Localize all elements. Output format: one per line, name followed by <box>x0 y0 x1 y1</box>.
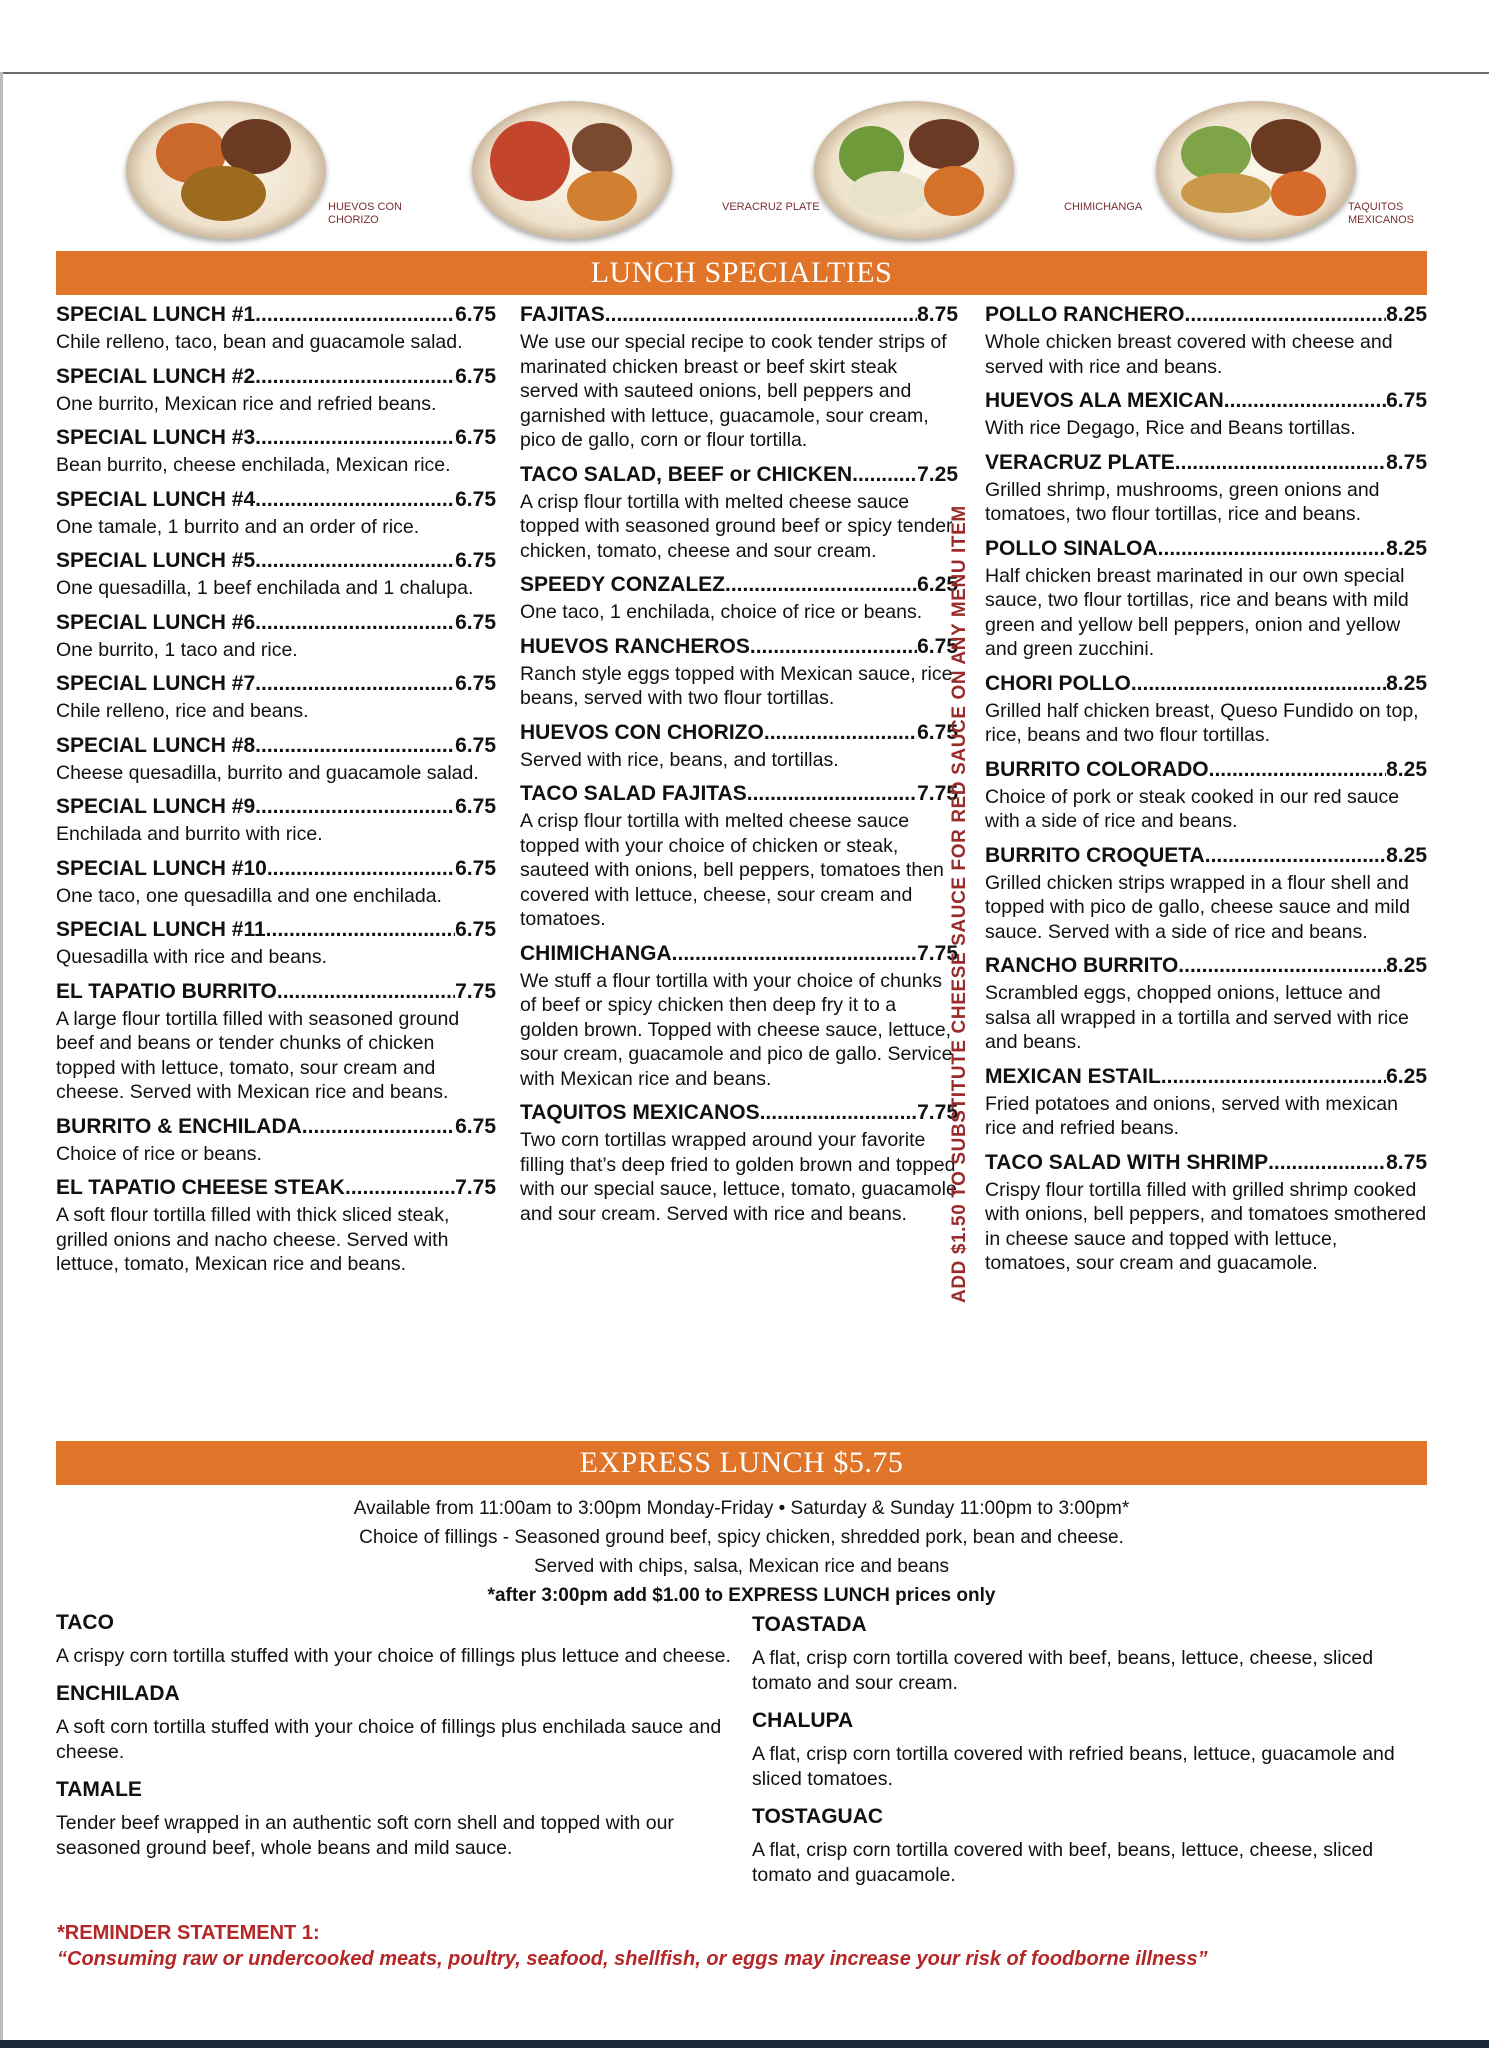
menu-item-price: 7.75 <box>455 1176 496 1199</box>
menu-item-price: 6.75 <box>455 610 496 634</box>
menu-item-title <box>56 610 496 635</box>
menu-item-title <box>56 487 496 512</box>
menu-item-description: Enchilada and burrito with rice. <box>56 823 323 845</box>
dot-leader <box>267 856 455 881</box>
menu-item-description: One burrito, 1 taco and rice. <box>56 638 298 661</box>
menu-item-name: SPECIAL LUNCH #10 <box>56 856 267 880</box>
menu-item-title <box>56 425 496 450</box>
menu-column-1 <box>56 302 496 1286</box>
menu-item-name: SPECIAL LUNCH #3 <box>56 426 256 449</box>
menu-item-title <box>56 1175 496 1200</box>
menu-item-description: Choice of pork or steak cooked in our red sauce with a side of rice and beans. <box>985 785 1400 832</box>
menu-item-description: Whole chicken breast covered with cheese and served with rice and beans. <box>985 331 1393 378</box>
express-item-name: TACO <box>56 1611 114 1634</box>
menu-item-title <box>985 1064 1427 1089</box>
lunch-specialties-banner: LUNCH SPECIALTIES <box>56 251 1427 295</box>
menu-item-name: MEXICAN ESTAIL <box>985 1064 1161 1088</box>
menu-item-title <box>985 302 1427 327</box>
express-item-description: A soft corn tortilla stuffed with your choice of fillings plus enchilada sauce and cheese. <box>56 1716 722 1763</box>
scan-bottom-edge <box>0 2040 1489 2048</box>
photo-caption: VERACRUZ PLATE <box>722 201 820 213</box>
menu-item-description: A crisp flour tortilla with melted cheese sauce topped with your choice of chicken or steak, sauteed with onions, bell peppers, tomatoes then covered with lettuce, cheese, sour cream and tomatoes. <box>520 810 944 930</box>
scan-left-edge <box>0 72 3 2048</box>
menu-item-title <box>520 941 958 966</box>
menu-item-name: POLLO RANCHERO <box>985 303 1185 326</box>
menu-item-description: With rice Degago, Rice and Beans tortillas. <box>985 417 1356 439</box>
plate-image <box>472 101 672 239</box>
menu-item-description: A large flour tortilla filled with seasoned ground beef and beans or tender chunks of chicken topped with lettuce, tomato, sour cream and cheese. Served with Mexican rice and beans. <box>56 1007 460 1103</box>
dot-leader <box>1209 757 1387 782</box>
express-item-name: CHALUPA <box>752 1709 854 1732</box>
menu-item-title <box>520 1100 958 1125</box>
express-item-name: ENCHILADA <box>56 1682 180 1705</box>
express-item-name: TOASTADA <box>752 1613 867 1636</box>
dot-leader <box>255 548 455 573</box>
menu-item-description: Grilled half chicken breast, Queso Fundido on top, rice, beans and two flour tortillas. <box>985 699 1419 746</box>
menu-item-description: Half chicken breast marinated in our own special sauce, two flour tortillas, rice and beans with mild green and yellow bell peppers, onion and yellow and green zucchini. <box>985 564 1409 660</box>
menu-item-name: SPECIAL LUNCH #6 <box>56 610 256 634</box>
dot-leader <box>605 302 917 327</box>
menu-item-name: BURRITO CROQUETA <box>985 843 1205 867</box>
menu-item-title <box>56 548 496 573</box>
reminder-statement <box>57 1920 1437 1972</box>
dot-leader <box>764 720 917 745</box>
dot-leader <box>255 364 455 389</box>
menu-item-title <box>985 757 1427 782</box>
menu-item-price: 6.75 <box>455 549 496 572</box>
menu-item-name: SPECIAL LUNCH #5 <box>56 549 256 572</box>
menu-item-description: A crisp flour tortilla with melted cheese sauce topped with seasoned ground beef or spicy tender chicken, tomato, cheese and sour cream. <box>520 490 953 562</box>
dot-leader <box>725 572 917 597</box>
menu-item-price: 8.25 <box>1386 843 1427 867</box>
menu-item-price: 6.75 <box>455 426 496 449</box>
menu-item-title <box>56 302 496 327</box>
menu-item-title <box>985 671 1427 696</box>
dot-leader <box>1185 302 1387 327</box>
menu-item-price: 6.75 <box>917 720 958 744</box>
menu-item-description: One tamale, 1 burrito and an order of rice. <box>56 515 420 538</box>
photo-row <box>56 95 1426 245</box>
dot-leader <box>1131 671 1386 696</box>
express-served-with: Served with chips, salsa, Mexican rice and beans <box>533 1556 950 1577</box>
dot-leader <box>760 1100 918 1125</box>
menu-item-description: Cheese quesadilla, burrito and guacamole salad. <box>56 761 479 784</box>
menu-item-title <box>985 388 1427 413</box>
menu-item-title <box>520 781 958 806</box>
menu-item-description: One taco, one quesadilla and one enchilada. <box>56 884 442 907</box>
menu-item-price: 7.75 <box>917 782 958 805</box>
menu-item-name: HUEVOS ALA MEXICAN <box>985 389 1224 412</box>
menu-item-description: Served with rice, beans, and tortillas. <box>520 748 839 771</box>
menu-item-name: SPECIAL LUNCH #9 <box>56 795 256 818</box>
menu-item-name: EL TAPATIO BURRITO <box>56 979 277 1003</box>
express-item-name: TAMALE <box>56 1778 142 1801</box>
menu-item-price: 6.75 <box>455 856 496 880</box>
menu-item-description: One burrito, Mexican rice and refried beans. <box>56 392 437 415</box>
express-fillings: Choice of fillings - Seasoned ground beef, spicy chicken, shredded pork, bean and cheese. <box>359 1527 1124 1548</box>
menu-item-price: 6.25 <box>917 573 958 596</box>
menu-item-title <box>520 720 958 745</box>
menu-item-title <box>56 979 496 1004</box>
menu-item-name: HUEVOS RANCHEROS <box>520 634 750 658</box>
menu-item-price: 8.25 <box>1386 303 1427 326</box>
express-hours: Available from 11:00am to 3:00pm Monday-Friday • Saturday & Sunday 11:00pm to 3:00pm* <box>353 1498 1130 1519</box>
menu-item-price: 6.75 <box>455 672 496 695</box>
dot-leader <box>255 794 455 819</box>
dot-leader <box>345 1175 455 1200</box>
menu-item-description: Scrambled eggs, chopped onions, lettuce and salsa all wrapped in a tortilla and served with rice and beans. <box>985 982 1409 1053</box>
menu-item-price: 7.75 <box>917 1101 958 1124</box>
menu-item-price: 6.75 <box>455 795 496 818</box>
reminder-label: *REMINDER STATEMENT 1: <box>57 1922 320 1944</box>
dot-leader <box>266 917 455 942</box>
photo-caption: TAQUITOS MEXICANOS <box>1348 201 1415 226</box>
menu-item-description: We use our special recipe to cook tender strips of marinated chicken breast or beef skirt steak served with sauteed onions, bell peppers and garnished with lettuce, guacamole, sour cream, pico de gallo, corn or flour tortilla. <box>520 331 947 451</box>
menu-item-name: TACO SALAD WITH SHRIMP <box>985 1150 1269 1174</box>
menu-item-price: 7.75 <box>455 979 496 1003</box>
express-column-right <box>752 1612 1412 1900</box>
menu-item-price: 8.25 <box>1386 671 1427 695</box>
menu-item-description: Grilled chicken strips wrapped in a flour shell and topped with pico de gallo, cheese sauce and mild sauce. Served with a side of rice and beans. <box>985 871 1410 943</box>
dot-leader <box>747 781 917 806</box>
express-info <box>56 1494 1427 1610</box>
menu-column-3 <box>985 302 1427 1285</box>
menu-item-price: 6.75 <box>455 1114 496 1138</box>
menu-item-price: 7.25 <box>917 462 958 486</box>
dot-leader <box>1178 953 1386 978</box>
menu-column-2 <box>520 302 958 1235</box>
menu-item-name: HUEVOS CON CHORIZO <box>520 720 764 744</box>
menu-item-price: 8.75 <box>917 303 958 326</box>
menu-item-name: SPEEDY CONZALEZ <box>520 573 725 596</box>
express-after-note: *after 3:00pm add $1.00 to EXPRESS LUNCH prices only <box>487 1585 996 1606</box>
menu-item-title <box>985 450 1427 475</box>
menu-item-name: SPECIAL LUNCH #2 <box>56 364 256 388</box>
menu-item-description: Bean burrito, cheese enchilada, Mexican rice. <box>56 454 451 476</box>
menu-item-title <box>985 536 1427 561</box>
menu-item-price: 7.75 <box>917 941 958 965</box>
plate-image <box>814 101 1014 239</box>
menu-item-name: TAQUITOS MEXICANOS <box>520 1101 760 1124</box>
reminder-text: “Consuming raw or undercooked meats, poultry, seafood, shellfish, or eggs may increase your risk of foodborne illness” <box>57 1948 1208 1970</box>
menu-item-description: A soft flour tortilla filled with thick sliced steak, grilled onions and nacho cheese. Served with lettuce, tomato, Mexican rice and beans. <box>56 1204 450 1275</box>
menu-item-price: 6.25 <box>1386 1064 1427 1088</box>
menu-item-price: 6.75 <box>455 487 496 511</box>
dot-leader <box>255 425 455 450</box>
dot-leader <box>255 610 455 635</box>
menu-item-title <box>985 843 1427 868</box>
plate-image <box>1156 101 1356 239</box>
express-column-left <box>56 1610 746 1873</box>
menu-item-price: 6.75 <box>455 733 496 757</box>
express-item-description: A crispy corn tortilla stuffed with your choice of fillings plus lettuce and cheese. <box>56 1645 731 1667</box>
menu-item-name: SPECIAL LUNCH #1 <box>56 303 256 326</box>
menu-item-title <box>56 1114 496 1139</box>
dot-leader <box>255 487 455 512</box>
menu-item-title <box>56 856 496 881</box>
menu-item-name: SPECIAL LUNCH #11 <box>56 918 266 941</box>
menu-item-price: 6.75 <box>455 364 496 388</box>
menu-item-price: 8.75 <box>1386 450 1427 474</box>
express-item-description: A flat, crisp corn tortilla covered with beef, beans, lettuce, cheese, sliced tomato and sour cream. <box>752 1647 1374 1694</box>
photo-taquitos-mexicanos <box>1156 95 1415 245</box>
dot-leader <box>1161 1064 1386 1089</box>
menu-item-description: Chile relleno, rice and beans. <box>56 700 309 722</box>
photo-caption: CHIMICHANGA <box>1064 201 1143 213</box>
dot-leader <box>255 302 455 327</box>
menu-item-name: SPECIAL LUNCH #8 <box>56 733 256 757</box>
menu-item-title <box>56 671 496 696</box>
menu-item-price: 6.75 <box>1386 389 1427 412</box>
menu-item-price: 6.75 <box>455 303 496 326</box>
photo-veracruz-plate <box>472 95 820 245</box>
dot-leader <box>852 462 917 487</box>
express-item-description: Tender beef wrapped in an authentic soft corn shell and topped with our seasoned ground beef, whole beans and mild sauce. <box>56 1812 674 1859</box>
menu-item-description: We stuff a flour tortilla with your choice of chunks of beef or spicy chicken then deep fry it to a golden brown. Topped with cheese sauce, lettuce, sour cream, guacamole and pico de gallo. Service with Mexican rice and beans. <box>520 969 953 1090</box>
dot-leader <box>255 733 455 758</box>
menu-item-description: Chile relleno, taco, bean and guacamole salad. <box>56 331 463 353</box>
menu-item-name: RANCHO BURRITO <box>985 954 1179 977</box>
plate-image <box>126 101 326 239</box>
menu-item-price: 6.75 <box>455 918 496 941</box>
menu-item-name: TACO SALAD, BEEF or CHICKEN <box>520 462 853 486</box>
dot-leader <box>302 1114 455 1139</box>
cheese-sauce-note: ADD $1.50 TO SUBSTITUTE CHEESE SAUCE FOR RED SAUCE ON ANY MENU ITEM <box>949 505 970 1303</box>
dot-leader <box>1205 843 1386 868</box>
menu-item-description: Choice of rice or beans. <box>56 1142 262 1165</box>
dot-leader <box>1268 1150 1386 1175</box>
menu-item-name: SPECIAL LUNCH #7 <box>56 672 256 695</box>
menu-item-title <box>985 1150 1427 1175</box>
menu-item-price: 8.25 <box>1386 536 1427 560</box>
menu-item-price: 6.75 <box>917 634 958 658</box>
menu-item-description: Two corn tortillas wrapped around your favorite filling that’s deep fried to golden brown and topped with our special sauce, lettuce, tomato, guacamole and sour cream. Served with rice and beans. <box>520 1129 957 1225</box>
menu-item-name: CHIMICHANGA <box>520 941 672 965</box>
menu-item-description: One quesadilla, 1 beef enchilada and 1 chalupa. <box>56 577 474 599</box>
menu-item-title <box>56 794 496 819</box>
menu-item-price: 8.75 <box>1386 1150 1427 1174</box>
menu-item-description: Quesadilla with rice and beans. <box>56 946 327 968</box>
menu-item-title <box>56 364 496 389</box>
menu-item-name: SPECIAL LUNCH #4 <box>56 487 256 511</box>
dot-leader <box>255 671 455 696</box>
dot-leader <box>1175 450 1386 475</box>
menu-item-description: Crispy flour tortilla filled with grilled shrimp cooked with onions, bell peppers, and tomatoes smothered in cheese sauce and topped with lettuce, tomatoes, sour cream and guacamole. <box>985 1178 1427 1274</box>
menu-item-title <box>520 462 958 487</box>
dot-leader <box>277 979 455 1004</box>
menu-item-title <box>520 572 958 597</box>
menu-item-description: Ranch style eggs topped with Mexican sauce, rice, beans, served with two flour tortillas. <box>520 662 958 709</box>
menu-item-title <box>56 733 496 758</box>
dot-leader <box>672 941 917 966</box>
menu-item-name: EL TAPATIO CHEESE STEAK <box>56 1176 345 1199</box>
menu-item-description: Fried potatoes and onions, served with mexican rice and refried beans. <box>985 1092 1398 1139</box>
menu-item-name: BURRITO COLORADO <box>985 757 1209 781</box>
photo-caption: HUEVOS CON CHORIZO <box>328 201 402 226</box>
menu-item-price: 8.25 <box>1386 757 1427 781</box>
menu-item-name: FAJITAS <box>520 303 605 326</box>
express-lunch-banner: EXPRESS LUNCH $5.75 <box>56 1441 1427 1485</box>
dot-leader <box>1158 536 1386 561</box>
scan-top-strip <box>0 0 1489 74</box>
menu-item-name: POLLO SINALOA <box>985 536 1158 560</box>
express-item-description: A flat, crisp corn tortilla covered with refried beans, lettuce, guacamole and sliced tomatoes. <box>752 1743 1395 1790</box>
dot-leader <box>1224 388 1386 413</box>
express-item-name: TOSTAGUAC <box>752 1805 884 1828</box>
menu-item-description: One taco, 1 enchilada, choice of rice or beans. <box>520 601 923 623</box>
menu-item-description: Grilled shrimp, mushrooms, green onions and tomatoes, two flour tortillas, rice and beans. <box>985 478 1380 525</box>
menu-item-title <box>56 917 496 942</box>
photo-huevos-con-chorizo <box>126 95 402 245</box>
photo-chimichanga <box>814 95 1143 245</box>
menu-item-title <box>520 634 958 659</box>
menu-item-name: CHORI POLLO <box>985 671 1131 695</box>
dot-leader <box>750 634 917 659</box>
menu-item-title <box>520 302 958 327</box>
menu-item-name: TACO SALAD FAJITAS <box>520 782 747 805</box>
menu-item-name: VERACRUZ PLATE <box>985 450 1175 474</box>
express-item-description: A flat, crisp corn tortilla covered with beef, beans, lettuce, cheese, sliced tomato and guacamole. <box>752 1839 1374 1886</box>
menu-item-title <box>985 953 1427 978</box>
menu-item-name: BURRITO & ENCHILADA <box>56 1114 302 1138</box>
menu-item-price: 8.25 <box>1386 954 1427 977</box>
